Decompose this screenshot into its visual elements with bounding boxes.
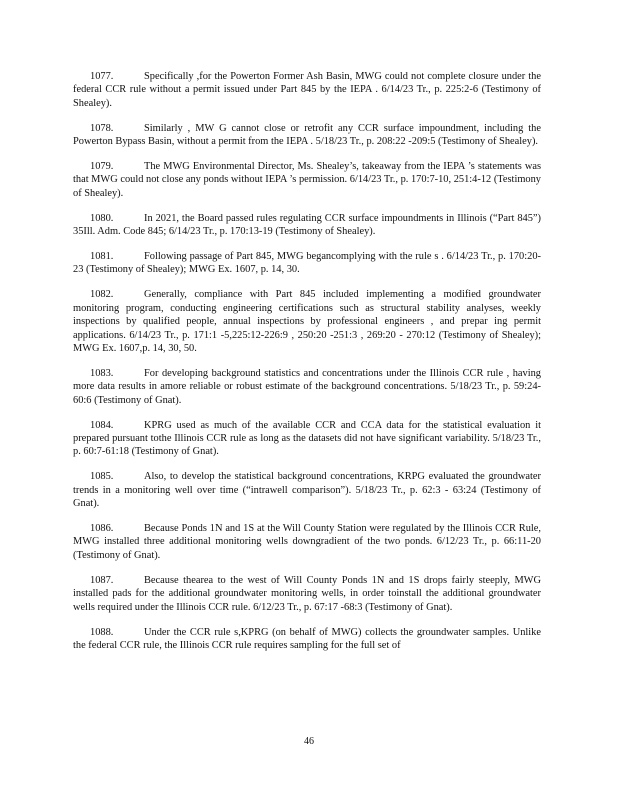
paragraph-text: KPRG used as much of the available CCR and CCA data for the statistical evaluation it prepared pursuant tothe Illinois CCR rule as long as the datasets did not have significant variability. 5/18/23 Tr., p. 60:7-61:18 (Testimony of Gnat).	[73, 419, 541, 458]
paragraph	[73, 70, 541, 110]
paragraph-text: Following passage of Part 845, MWG begancomplying with the rule s . 6/14/23 Tr., p. 170:20-23 (Testimony of Shealey); MWG Ex. 1607, p. 14, 30.	[73, 251, 541, 276]
paragraph	[73, 122, 541, 149]
paragraph-text: Because Ponds 1N and 1S at the Will County Station were regulated by the Illinois CCR Rule, MWG installed three additional monitoring wells downgradient of the two ponds. 6/12/23 Tr., p. 66:11-20 (Testimony of Gnat).	[73, 523, 541, 561]
page-number: 46	[304, 736, 314, 747]
paragraph-text: The MWG Environmental Director, Ms. Shealey’s, takeaway from the IEPA ’s statements was that MWG could not close any ponds without IEPA ’s permission. 6/14/23 Tr., p. 170:7-10, 251:4-12 (Testimony of Shealey).	[73, 161, 541, 199]
paragraph-number: 1085.	[90, 471, 114, 483]
paragraph-number: 1083.	[90, 367, 114, 379]
paragraph	[73, 160, 541, 200]
paragraph-text: Also, to develop the statistical background concentrations, KRPG evaluated the groundwater trends in a monitoring well over time (“intrawell comparison”). 5/18/23 Tr., p. 62:3 - 63:24 (Testimony of Gnat).	[73, 471, 541, 510]
paragraph	[73, 212, 541, 239]
paragraph	[73, 626, 541, 653]
paragraph	[73, 419, 541, 459]
paragraph-number: 1084.	[90, 419, 114, 431]
paragraph-number: 1080.	[90, 212, 114, 224]
paragraph	[73, 288, 541, 355]
paragraph-text: Similarly , MW G cannot close or retrofit any CCR surface impoundment, including the Powerton Bypass Basin, without a permit from the IEPA . 5/18/23 Tr., p. 208:22 -209:5 (Testimony of Shealey).	[73, 122, 541, 148]
paragraph-number: 1077.	[90, 71, 114, 82]
paragraph-number: 1079.	[90, 161, 114, 173]
paragraph	[73, 522, 541, 562]
paragraph-text: Specifically ,for the Powerton Former Ash Basin, MWG could not complete closure under the federal CCR rule without a permit issued under Part 845 by the IEPA . 6/14/23 Tr., p. 225:2-6 (Testimony of Shealey).	[73, 71, 541, 109]
paragraph-number: 1086.	[90, 523, 114, 535]
paragraph-text: For developing background statistics and concentrations under the Illinois CCR rule , having more data results in amore reliable or robust estimate of the background concentrations. 5/18/23 Tr., p. 59:24-60:6 (Testimony of Gnat).	[73, 367, 541, 406]
paragraph-text: Under the CCR rule s,KPRG (on behalf of MWG) collects the groundwater samples. Unlike the federal CCR rule, the Illinois CCR rule requires sampling for the full set of	[73, 626, 541, 651]
paragraph-number: 1088.	[90, 626, 114, 638]
paragraph	[73, 470, 541, 510]
paragraph-number: 1082.	[90, 289, 114, 301]
paragraph-number: 1078.	[90, 122, 114, 134]
paragraph-number: 1087.	[90, 574, 114, 586]
paragraph-text: Because thearea to the west of Will County Ponds 1N and 1S drops fairly steeply, MWG installed pads for the additional groundwater monitoring wells, in order toinstall the additional groundwater wells required under the Illinois CCR rule. 6/12/23 Tr., p. 67:17 -68:3 (Testimony of Gnat).	[73, 574, 541, 613]
paragraph	[73, 250, 541, 277]
paragraph	[73, 367, 541, 407]
paragraph-number: 1081.	[90, 251, 114, 263]
document-body	[73, 70, 541, 664]
paragraph	[73, 574, 541, 614]
paragraph-text: In 2021, the Board passed rules regulating CCR surface impoundments in Illinois (“Part 845”) 35Ill. Adm. Code 845; 6/14/23 Tr., p. 170:13-19 (Testimony of Shealey).	[73, 212, 541, 238]
paragraph-text: Generally, compliance with Part 845 included implementing a modified groundwater monitoring program, conducting engineering certifications such as structural stability analyses, weekly inspections by qualified people, annual inspections by professional engineers , and prepar ing permit applications. 6/14/23 Tr., p. 171:1 -5,225:12-226:9 , 250:20 -251:3 , 269:20 - 270:12 (Testimony of Shealey); MWG Ex. 1607,p. 14, 30, 50.	[73, 289, 541, 354]
